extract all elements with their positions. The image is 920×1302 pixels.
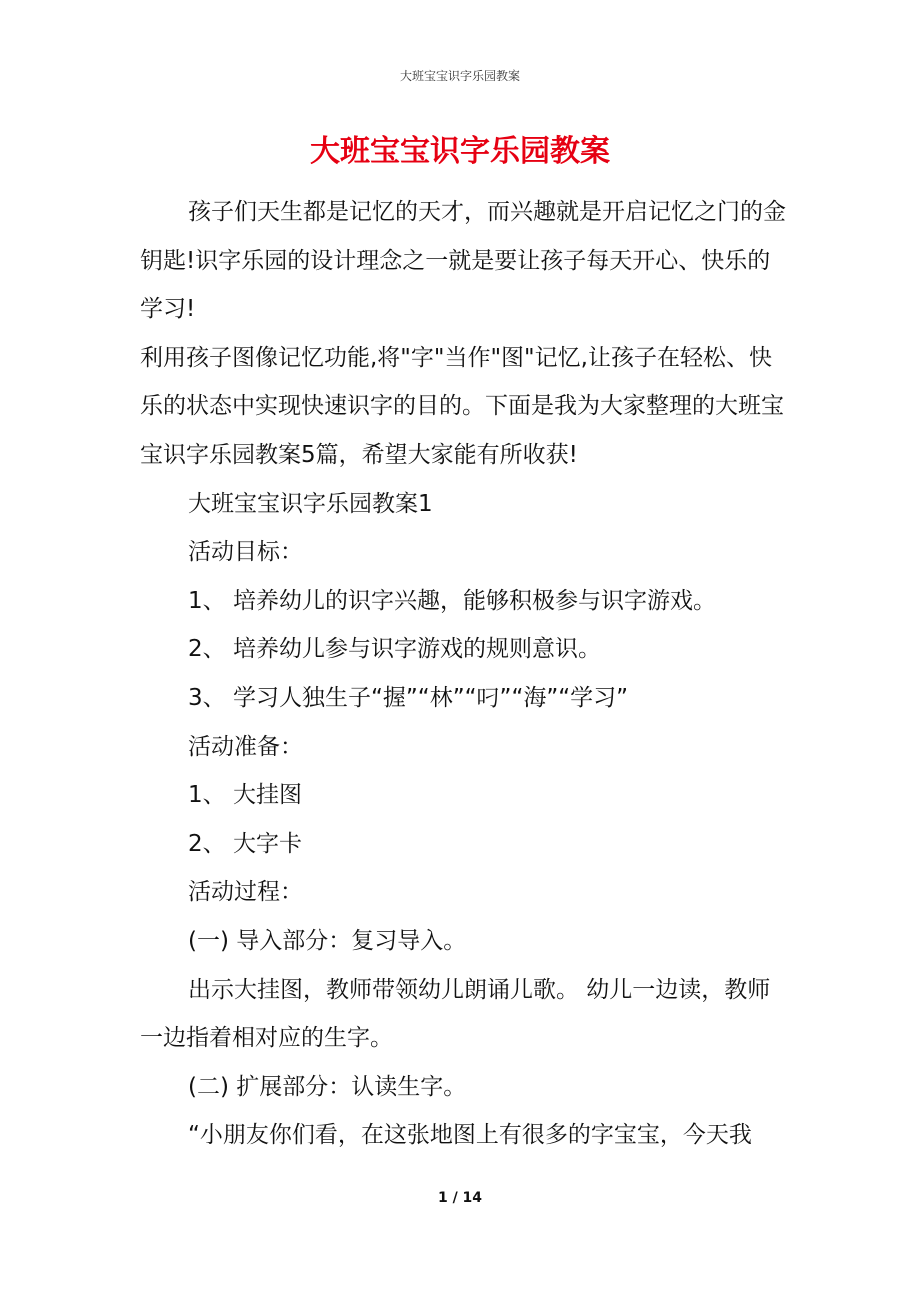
prep-item-1: 1、 大挂图 — [188, 782, 302, 809]
intro-paragraph: 孩子们天生都是记忆的天才，而兴趣就是开启记忆之门的金钥匙!识字乐园的设计理念之一就是要让孩子每天开心、快乐的学习! — [140, 199, 786, 323]
running-header: 大班宝宝识字乐园教案 — [399, 69, 520, 83]
process-step-2: (二) 扩展部分：认读生字。 — [188, 1073, 467, 1100]
goal-item-2: 2、 培养幼儿参与识字游戏的规则意识。 — [188, 636, 601, 663]
process-paragraph: 出示大挂图，教师带领幼儿朗诵儿歌。 幼儿一边读，教师一边指着相对应的生字。 — [140, 976, 771, 1052]
goal-item-1: 1、 培养幼儿的识字兴趣，能够积极参与识字游戏。 — [188, 587, 716, 614]
document-title: 大班宝宝识字乐园教案 — [310, 134, 610, 169]
goal-item-3: 3、 学习人独生子“握”“林”“叼”“海”“学习” — [188, 684, 629, 711]
document-body — [140, 188, 790, 1160]
activity-goals-heading: 活动目标： — [188, 539, 303, 566]
intro-paragraph-2: 利用孩子图像记忆功能,将"字"当作"图"记忆,让孩子在轻松、快乐的状态中实现快速识字的目的。下面是我为大家整理的大班宝宝识字乐园教案5篇，希望大家能有所收获! — [140, 344, 784, 468]
process-paragraph-2: “小朋友你们看，在这张地图上有很多的字宝宝，今天我 — [188, 1122, 752, 1149]
activity-prep-heading: 活动准备： — [188, 733, 303, 760]
section-heading: 大班宝宝识字乐园教案1 — [188, 490, 433, 517]
activity-process-heading: 活动过程： — [188, 879, 303, 906]
process-step-1: (一) 导入部分：复习导入。 — [188, 927, 467, 954]
prep-item-2: 2、 大字卡 — [188, 830, 302, 857]
page-number: 1 / 14 — [437, 1190, 483, 1206]
